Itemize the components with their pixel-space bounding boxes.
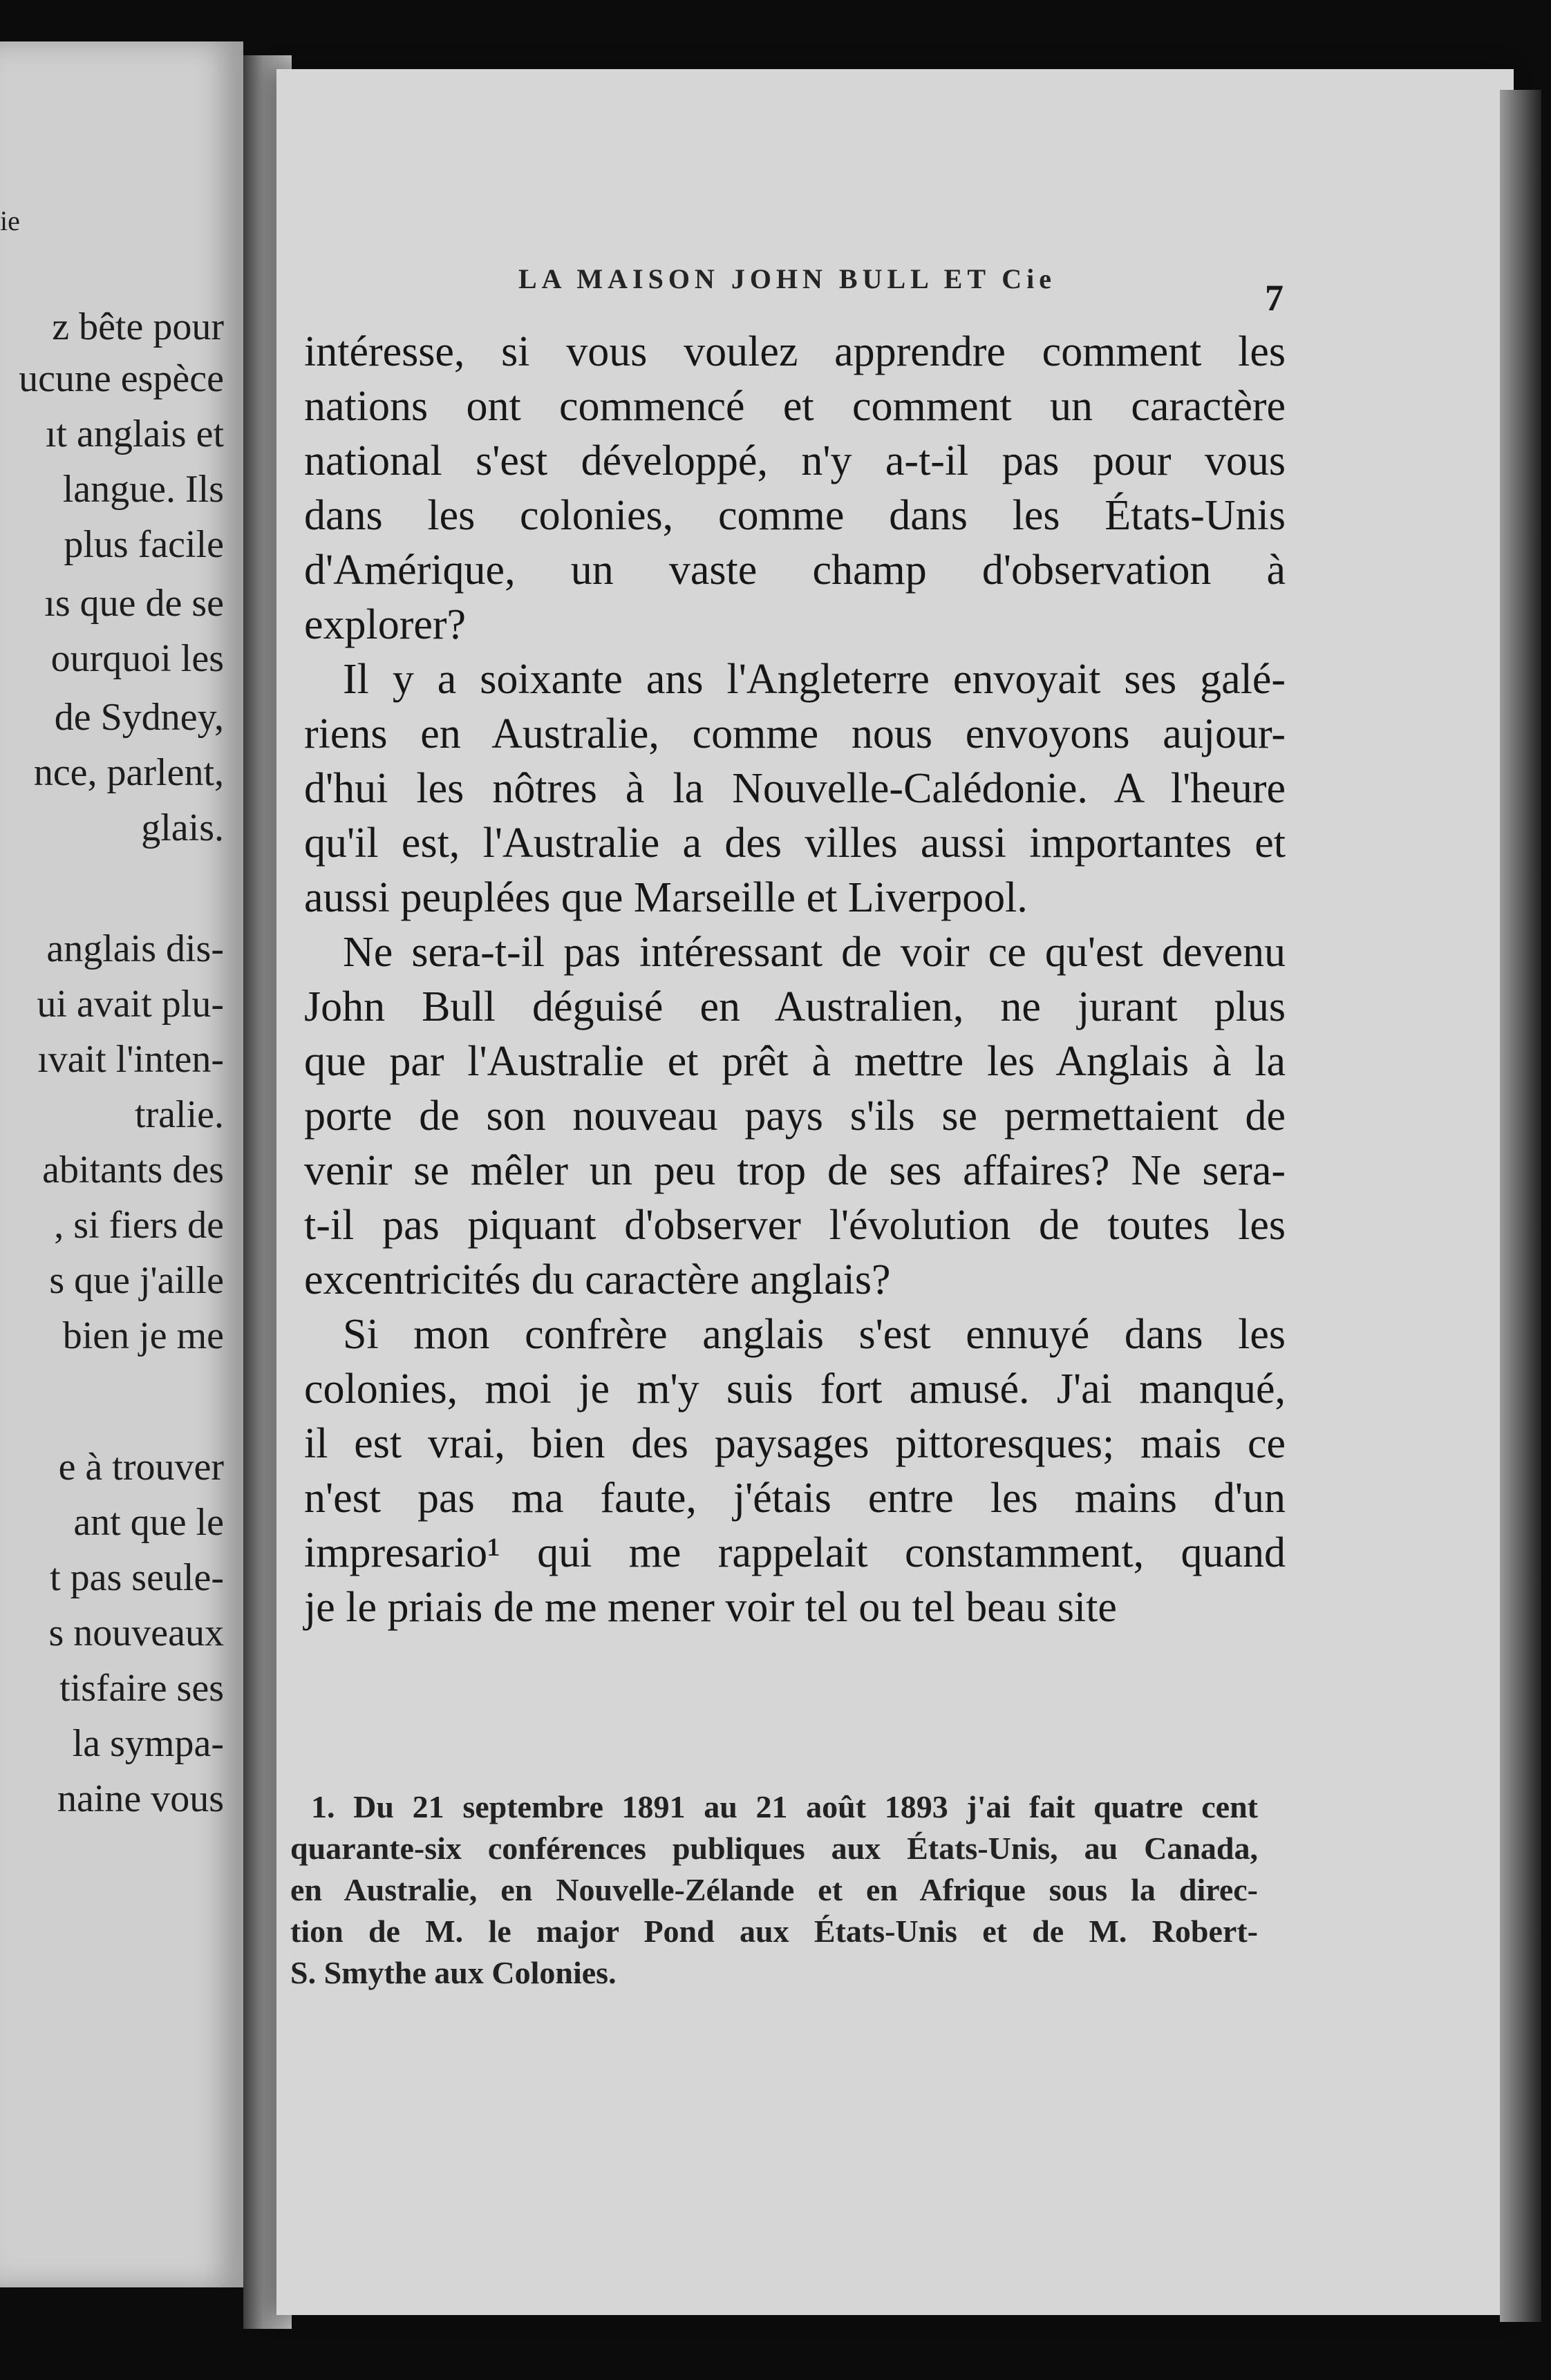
paragraph-line: il est vrai, bien des paysages pittoresques; mais ce <box>304 1420 1286 1467</box>
paragraph-line: riens en Australie, comme nous envoyons aujour- <box>304 710 1286 757</box>
left-page-line: ıs que de se <box>44 582 224 625</box>
paragraph <box>304 325 1286 652</box>
paragraph-line: colonies, moi je m'y suis fort amusé. J'ai manqué, <box>304 1366 1286 1413</box>
footnote-line: quarante-six conférences publiques aux États-Unis, au Canada, <box>290 1831 1258 1866</box>
left-page-line: s que j'aille <box>49 1259 224 1302</box>
left-page-line: bien je me <box>62 1314 224 1357</box>
paragraph-line: venir se mêler un peu trop de ses affaires? Ne sera- <box>304 1147 1286 1194</box>
paragraph-line: nations ont commencé et comment un caractère <box>304 383 1286 430</box>
left-page-line: tisfaire ses <box>59 1667 224 1710</box>
paragraph-line: dans les colonies, comme dans les États-Unis <box>304 492 1286 539</box>
paragraph-line: national s'est développé, n'y a-t-il pas pour vous <box>304 437 1286 484</box>
paragraph <box>304 925 1286 1307</box>
footnote-line: S. Smythe aux Colonies. <box>290 1955 617 1990</box>
paragraph-line: d'hui les nôtres à la Nouvelle-Calédonie. A l'heure <box>304 765 1286 812</box>
paragraph-line: Il y a soixante ans l'Angleterre envoyait ses galé- <box>343 656 1286 703</box>
paragraph-line: aussi peuplées que Marseille et Liverpool. <box>304 874 1028 921</box>
left-page-line: nce, parlent, <box>33 751 224 794</box>
left-page-line: t pas seule- <box>50 1556 224 1599</box>
left-page-line: ucune espèce <box>19 357 224 400</box>
paragraph-line: excentricités du caractère anglais? <box>304 1256 891 1303</box>
paragraph-line: d'Amérique, un vaste champ d'observation à <box>304 547 1286 594</box>
left-page-line: glais. <box>141 806 224 849</box>
running-header: LA MAISON JOHN BULL ET Cie <box>518 263 1057 294</box>
left-page-line: anglais dis- <box>46 927 224 970</box>
left-page <box>0 41 243 2287</box>
paragraph <box>304 652 1286 925</box>
left-page-line: z bête pour <box>52 305 224 348</box>
footnote-line: 1. Du 21 septembre 1891 au 21 août 1893 j'ai fait quatre cent <box>311 1789 1258 1824</box>
paragraph-line: je le priais de me mener voir tel ou tel beau site <box>304 1584 1117 1631</box>
left-page-line: ıt anglais et <box>45 413 224 455</box>
body-text <box>304 325 1286 1635</box>
left-page-line: ıvait l'inten- <box>37 1038 224 1081</box>
left-page-line: , si fiers de <box>54 1204 224 1247</box>
left-page-line: ui avait plu- <box>37 983 224 1026</box>
page-number: 7 <box>1265 277 1284 319</box>
left-page-line: abitants des <box>42 1149 224 1191</box>
left-page-line: naine vous <box>57 1777 224 1820</box>
footnote-line: tion de M. le major Pond aux États-Unis et de M. Robert- <box>290 1914 1258 1949</box>
paragraph-line: intéresse, si vous voulez apprendre comment les <box>304 328 1286 375</box>
left-page-line: e à trouver <box>58 1446 224 1489</box>
paragraph-line: n'est pas ma faute, j'étais entre les mains d'un <box>304 1475 1286 1522</box>
left-page-line: plus facile <box>64 523 224 566</box>
left-page-line: tralie. <box>134 1093 224 1136</box>
footnote-line: en Australie, en Nouvelle-Zélande et en Afrique sous la direc- <box>290 1872 1258 1907</box>
paragraph-line: Si mon confrère anglais s'est ennuyé dans les <box>343 1311 1286 1358</box>
paragraph-line: qu'il est, l'Australie a des villes aussi importantes et <box>304 820 1286 867</box>
left-page-line: ourquoi les <box>50 637 224 680</box>
left-page-line: ant que le <box>73 1501 224 1544</box>
paragraph-line: explorer? <box>304 601 467 648</box>
paragraph-line: porte de son nouveau pays s'ils se permettaient de <box>304 1093 1286 1140</box>
left-page-line: langue. Ils <box>62 468 224 511</box>
paragraph <box>304 1307 1286 1635</box>
left-page-line: de Sydney, <box>54 696 224 739</box>
left-page-line: s nouveaux <box>48 1612 224 1654</box>
paragraph-line: impresario¹ qui me rappelait constamment, quand <box>304 1529 1286 1576</box>
paragraph-line: John Bull déguisé en Australien, ne jurant plus <box>304 983 1286 1030</box>
footnote <box>290 1786 1258 1994</box>
left-page-line: ie <box>0 205 20 236</box>
paragraph-line: Ne sera-t-il pas intéressant de voir ce qu'est devenu <box>343 929 1286 976</box>
left-page-line: la sympa- <box>72 1722 224 1765</box>
paragraph-line: t-il pas piquant d'observer l'évolution de toutes les <box>304 1202 1286 1249</box>
page-edge <box>1500 90 1541 2322</box>
paragraph-line: que par l'Australie et prêt à mettre les Anglais à la <box>304 1038 1286 1085</box>
